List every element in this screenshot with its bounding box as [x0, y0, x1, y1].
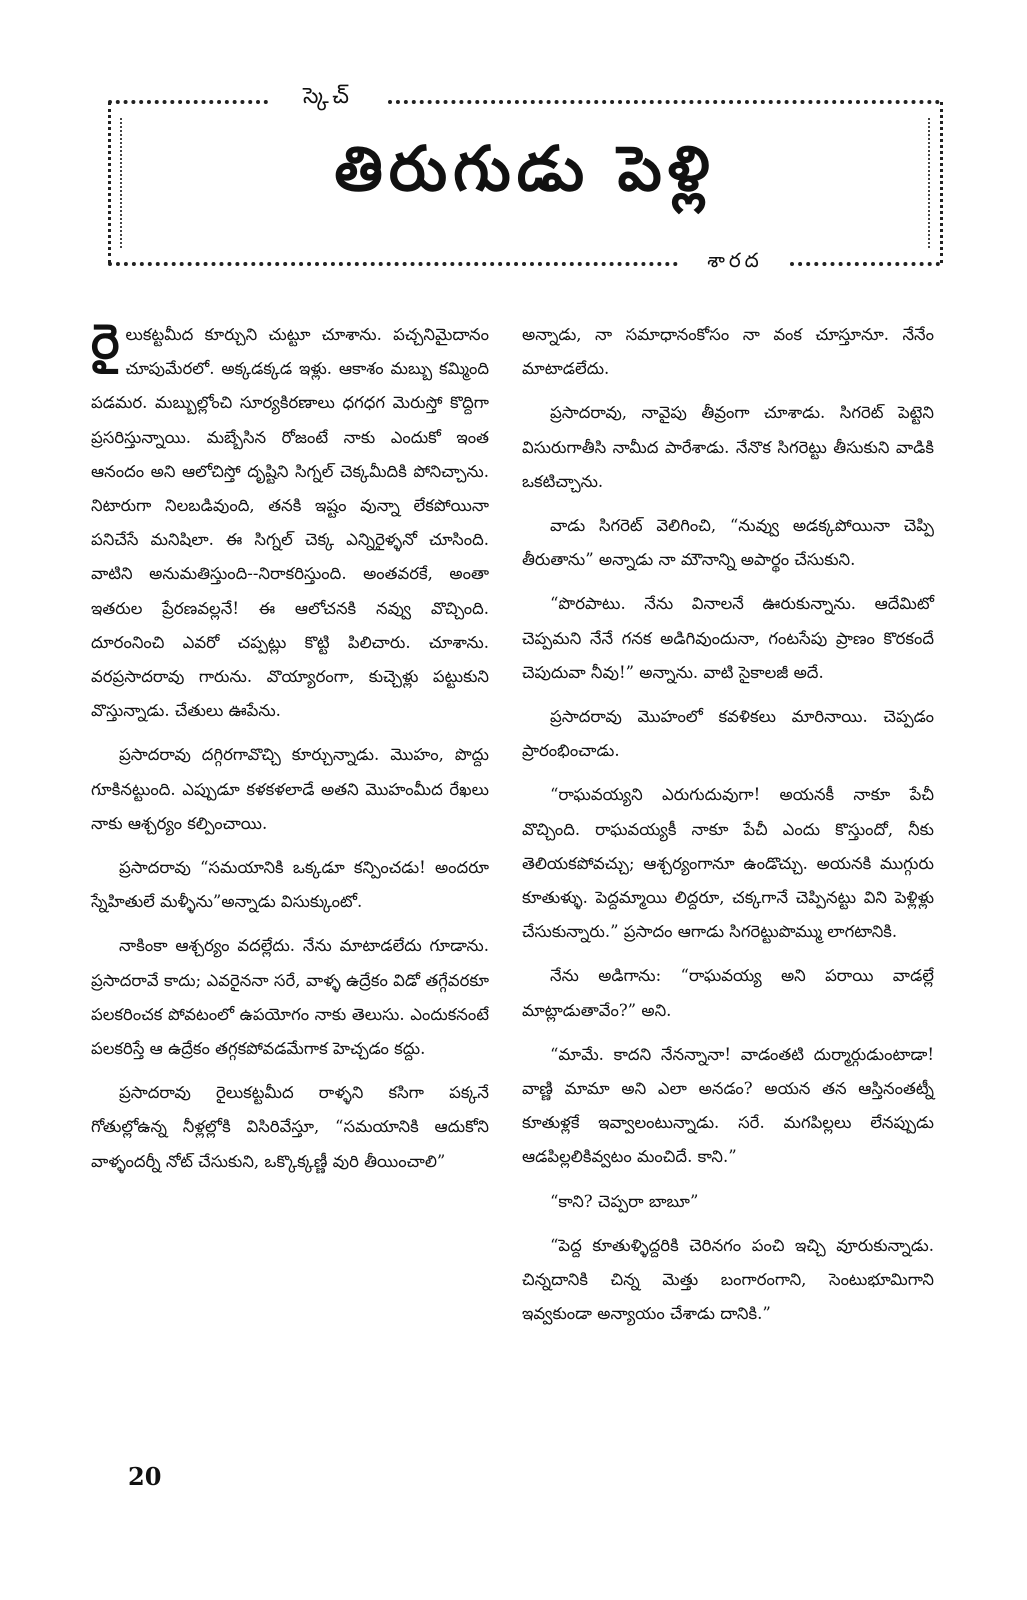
- article-title: తిరుగుడు పెళ్లి: [334, 132, 716, 205]
- author-name: శారద: [680, 248, 790, 277]
- paragraph: “కాని? చెప్పరా బాబూ”: [550, 1191, 699, 1211]
- drop-cap: రై: [91, 314, 120, 370]
- paragraph: ప్రసాదరావు “సమయానికి ఒక్కడూ కన్పించడు! అందరూ స్నేహితులే మళ్ళీను”అన్నాడు విసుక్కుంటో.: [91, 858, 489, 912]
- left-column: [91, 314, 489, 1189]
- paragraph: ప్రసాదరావు, నావైపు తీవ్రంగా చూశాడు. సిగరెట్ పెట్టెని విసురుగాతీసి నామీద పారేశాడు. నేనొక సిగరెట్టు తీసుకుని వాడికి ఒకటిచ్చాను.: [522, 403, 934, 491]
- paragraph: [91, 314, 489, 728]
- paragraph: “పొరపాటు. నేను వినాలనే ఊరుకున్నాను. ఆదేమిటో చెప్పమని నేనే గనక అడిగివుందునా, గంటసేపు ప్రాణం కొరకందే చెపుదువా నీవు!” అన్నాను. వాటి సైకాలజీ అదే.: [522, 594, 934, 682]
- frame-bottom-right-border: [790, 262, 940, 266]
- paragraph: అన్నాడు, నా సమాధానంకోసం నా వంక చూస్తూనూ. నేనేం మాటాడలేదు.: [522, 325, 934, 379]
- paragraph: ప్రసాదరావు రైలుకట్టమీద రాళ్ళని కసిగా పక్కనే గోతుల్లోఉన్న నీళ్లల్లోకి విసిరివేస్తూ, “సమయానికి ఆదుకోని వాళ్ళందర్నీ నోట్ చేసుకుని, ఒక్కొక్కణ్ణీ వురి తీయించాలి”: [91, 1083, 489, 1171]
- paragraph-text: లుకట్టమీద కూర్చుని చుట్టూ చూశాను. పచ్చనిమైదానం చూపుమేరలో. అక్కడక్కడ ఇళ్లు. ఆకాశం మబ్బు కమ్మింది పడమర. మబ్బుల్లోంచి సూర్యకిరణాలు ధగధగ మెరుస్తో కొద్దిగా ప్రసరిస్తున్నాయి. మబ్బేసిన రోజంటే నాకు ఎందుకో ఇంత ఆనందం అని ఆలోచిస్తో దృష్టిని సిగ్నల్ చెక్కమీదికి పోనిచ్చాను. నిటారుగా నిలబడివుంది, తనకి ఇష్టం వున్నా లేకపోయినా పనిచేసే మనిషిలా. ఈ సిగ్నల్ చెక్క ఎన్నిరైళ్ళనో చూసింది. వాటిని అనుమతిస్తుంది--నిరాకరిస్తుంది. అంతవరకే, అంతా ఇతరుల ప్రేరణవల్లనే! ఈ ఆలోచనకి నవ్వు వొచ్చింది. దూరంనించి ఎవరో చప్పట్లు కొట్టి పిలిచారు. చూశాను. వరప్రసాదరావు గారును. వొయ్యారంగా, కుచ్చెళ్లు పట్టుకుని వొస్తున్నాడు. చేతులు ఊపేను.: [91, 325, 489, 721]
- paragraph: ప్రసాదరావు దగ్గిరగావొచ్చి కూర్చున్నాడు. మొహం, పొద్దు గూకినట్టుంది. ఎప్పుడూ కళకళలాడే అతని మొహంమీద రేఖలు నాకు ఆశ్చర్యం కల్పించాయి.: [91, 745, 489, 833]
- paragraph: “రాఘవయ్యని ఎరుగుదువుగా! అయనకీ నాకూ పేచీ వొచ్చింది. రాఘవయ్యకీ నాకూ పేచీ ఎందు కొస్తుందో, నీకు తెలియకపోవచ్చు; ఆశ్చర్యంగానూ ఉండొచ్చు. అయనకి ముగ్గురు కూతుళ్ళు. పెద్దమ్మాయి లిద్దరూ, చక్కగానే చెప్పినట్టు విని పెళ్లిళ్లు చేసుకున్నారు.” ప్రసాదం ఆగాడు సిగరెట్టుపొమ్ము లాగటానికి.: [522, 785, 934, 942]
- section-label: స్కెచ్: [272, 84, 384, 114]
- page-number: 20: [128, 1462, 162, 1491]
- paragraph: “పెద్ద కూతుళ్ళిద్దరికి చెరినగం పంచి ఇచ్చి వూరుకున్నాడు. చిన్నదానికి చిన్న మెత్తు బంగారంగాని, సెంటుభూమిగాని ఇవ్వకుండా అన్యాయం చేశాడు దానికి.”: [522, 1235, 934, 1324]
- paragraph: ప్రసాదరావు మొహంలో కవళికలు మారినాయి. చెప్పడం ప్రారంభించాడు.: [522, 707, 934, 761]
- paragraph: “మామే. కాదని నేనన్నానా! వాడంతటి దుర్మార్గుడుంటాడా! వాణ్ణి మామా అని ఎలా అనడం? అయన తన ఆస్తినంతట్నీ కూతుళ్లకే ఇవ్వాలంటున్నాడు. సరే. మగపిల్లలు లేనప్పుడు ఆడపిల్లలికివ్వటం మంచిదే. కాని.”: [522, 1044, 934, 1167]
- paragraph: వాడు సిగరెట్ వెలిగించి, “నువ్వు అడక్కపోయినా చెప్పి తీరుతాను” అన్నాడు నా మౌనాన్ని అపార్థం చేసుకుని.: [522, 516, 934, 570]
- frame-bottom-left-border: [108, 262, 678, 266]
- paragraph: నేను అడిగాను: “రాఘవయ్య అని పరాయి వాడల్లే మాట్లాడుతావేం?” అని.: [522, 966, 934, 1020]
- paragraph: నాకింకా ఆశ్చర్యం వదల్లేదు. నేను మాటాడలేదు గూడాను. ప్రసాదరావే కాదు; ఎవరైననా సరే, వాళ్ళ ఉద్రేకం విడో తగ్గేవరకూ పలకరించక పోవటంలో ఉపయోగం నాకు తెలుసు. ఎందుకనంటే పలకరిస్తే ఆ ఉద్రేకం తగ్గకపోవడమేగాక హెచ్చడం కద్దు.: [91, 936, 489, 1059]
- right-column: [522, 318, 934, 1341]
